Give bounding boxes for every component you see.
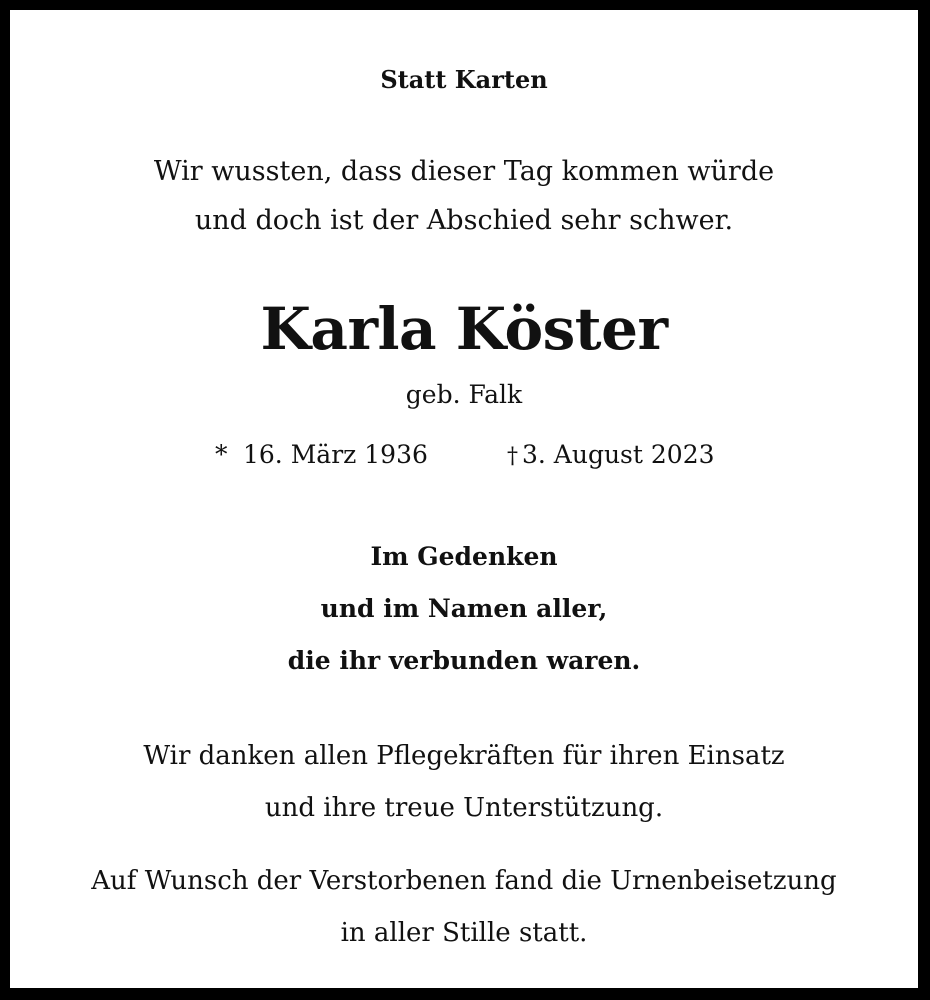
funeral-line-2: in aller Stille statt.: [340, 918, 588, 948]
memory-line-3: die ihr verbunden waren.: [287, 646, 641, 675]
death-date: 3. August 2023: [522, 440, 715, 469]
obituary-notice: [10, 10, 918, 988]
thanks-line-2: und ihre treue Unterstützung.: [264, 793, 664, 823]
maiden-name: geb. Falk: [405, 380, 523, 409]
notice-heading: Statt Karten: [380, 65, 548, 94]
verse-line-2: und doch ist der Abschied sehr schwer.: [194, 205, 734, 236]
deceased-name: Karla Köster: [260, 295, 668, 363]
funeral-line-1: Auf Wunsch der Verstorbenen fand die Urnenbeisetzung: [91, 866, 837, 896]
memory-line-1: Im Gedenken: [370, 542, 558, 571]
thanks-line-1: Wir danken allen Pflegekräften für ihren Einsatz: [143, 741, 785, 771]
birth-date-group: [215, 442, 428, 467]
death-date-group: [507, 442, 715, 468]
memory-line-2: und im Namen aller,: [320, 594, 608, 623]
death-cross-icon: †: [507, 444, 518, 469]
birth-star-icon: *: [215, 440, 228, 469]
verse-line-1: Wir wussten, dass dieser Tag kommen würde: [153, 156, 775, 187]
birth-date: 16. März 1936: [243, 440, 428, 469]
